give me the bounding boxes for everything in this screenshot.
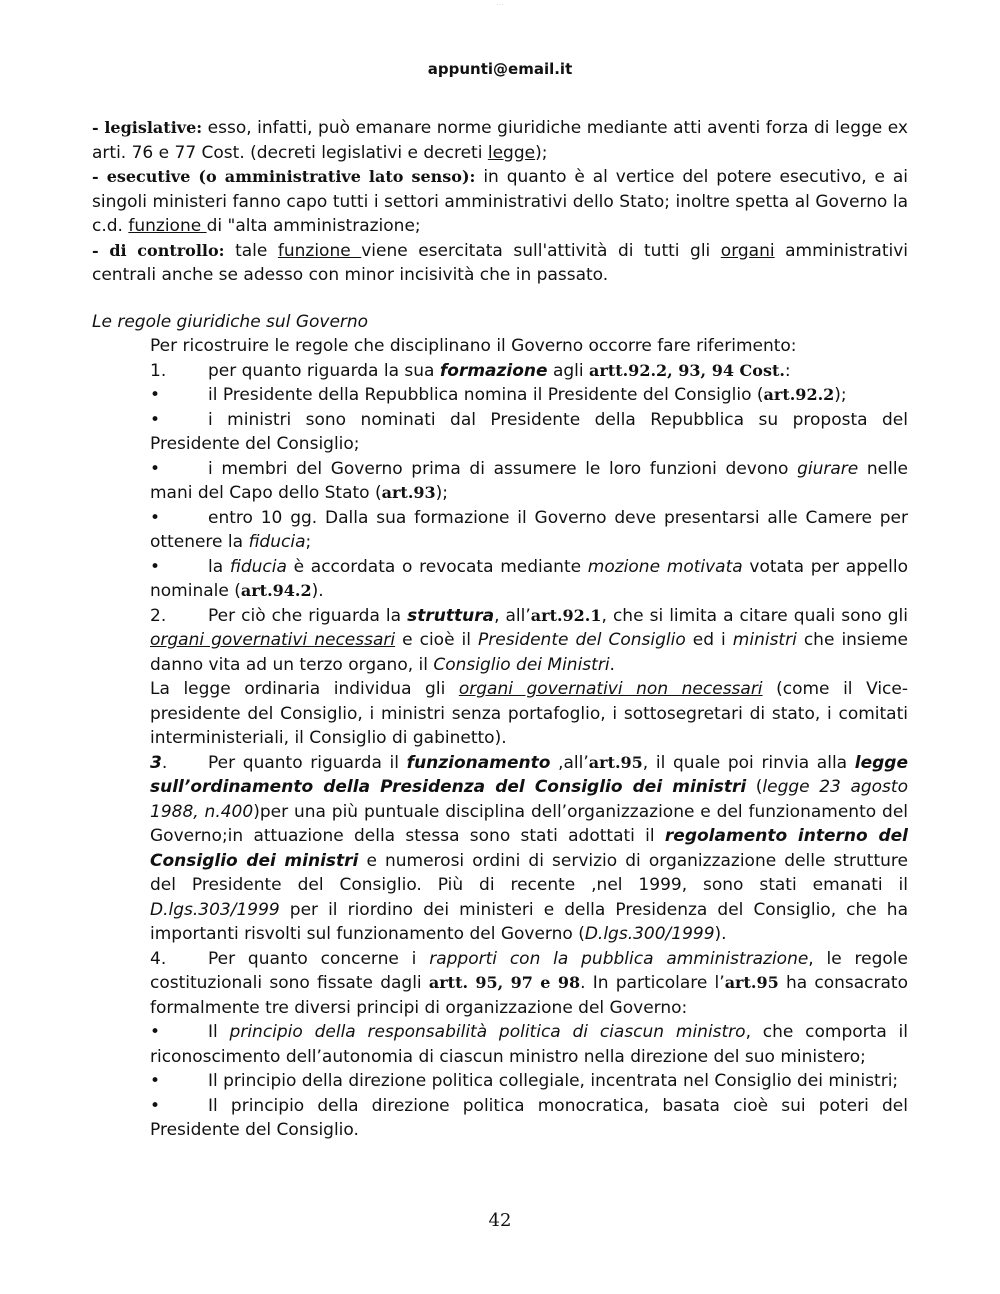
text: Il principio della direzione politica monocratica, basata cioè sui poteri del Presidente del Consiglio. [150, 1095, 908, 1140]
section-title: Le regole giuridiche sul Governo [92, 311, 369, 332]
paragraph-organi-non-necessari [150, 677, 908, 751]
link-organi-necessari[interactable]: organi governativi necessari [150, 630, 396, 650]
text: , che comporta il riconoscimento dell’autonomia di ciascun ministro nella direzione del suo ministero; [150, 1022, 908, 1067]
term: formazione [439, 360, 548, 381]
text: Per quanto riguarda il [208, 752, 407, 773]
article-ref: art.93 [381, 483, 436, 502]
text: i ministri sono nominati dal Presidente della Repubblica su proposta del Presidente del Consiglio; [150, 409, 908, 454]
text: La legge ordinaria individua gli [150, 679, 459, 699]
page-number: 42 [488, 1210, 512, 1231]
text: per quanto riguarda la sua [208, 360, 440, 381]
term-esecutive: - esecutive (o amministrative lato senso): [92, 167, 476, 186]
list-item-3 [150, 751, 908, 947]
text: ,all’ [550, 752, 589, 773]
text: la [208, 556, 230, 577]
bullet-item [150, 1069, 908, 1094]
text: , il quale poi rinvia alla [642, 752, 855, 773]
bullet-icon: • [150, 385, 161, 405]
paragraph-legislative [92, 116, 908, 165]
text: esso, infatti, può emanare norme giuridiche mediante atti aventi forza di legge ex arti. 76 e 77 Cost. (decreti legislativi e decreti [92, 118, 908, 163]
text: ). [311, 581, 324, 601]
text: , che si limita a citare quali sono gli [601, 605, 908, 626]
bullet-icon: • [150, 1071, 161, 1091]
bullet-icon: • [150, 458, 161, 479]
bullet-item [150, 1094, 908, 1143]
list-item-4 [150, 947, 908, 1021]
bullet-icon: • [150, 1095, 161, 1116]
paragraph-esecutive [92, 165, 908, 239]
text: il Presidente della Repubblica nomina il Presidente del Consiglio ( [208, 385, 764, 405]
text: nelle mani del Capo dello Stato ( [150, 458, 908, 503]
text: i membri del Governo prima di assumere le loro funzioni devono [208, 458, 798, 479]
list-number: 3. [150, 752, 168, 773]
article-ref: art.92.2 [763, 385, 835, 404]
bullet-icon: • [150, 409, 161, 430]
text: votata per appello nominale ( [150, 556, 908, 601]
term: mozione motivata [587, 556, 743, 577]
text: tale [224, 240, 278, 261]
term-controllo: - di controllo: [92, 240, 225, 260]
term: struttura [407, 605, 495, 626]
page-body [92, 116, 908, 1143]
text: Il principio della direzione politica collegiale, incentrata nel Consiglio dei ministri; [208, 1071, 899, 1091]
link-organi-non-necessari[interactable]: organi governativi non necessari [458, 679, 763, 699]
text: di "alta amministrazione; [206, 216, 421, 236]
text: e cioè il [395, 630, 479, 650]
text: viene esercitata sull'attività di tutti gli [361, 240, 721, 261]
text: ; [305, 532, 312, 552]
text: (come il Vice-presidente del Consiglio, i ministri senza portafoglio, i sottosegretari di stato, i comitati interministeriali, il Consiglio di gabinetto). [150, 679, 908, 748]
text: . [609, 654, 615, 675]
text: entro 10 gg. Dalla sua formazione il Governo deve presentarsi alle Camere per ottenere la [150, 507, 908, 552]
list-number: 4. [150, 948, 167, 969]
link-organi[interactable]: organi [720, 240, 775, 261]
list-item-2 [150, 604, 908, 678]
term: funzionamento [406, 752, 551, 773]
text: in quanto è al vertice del potere esecutivo, e ai singoli ministeri fanno capo tutti i settori amministrativi dello Stato; inoltre spetta al Governo la c.d. [92, 167, 908, 236]
section-lead: Per ricostruire le regole che disciplinano il Governo occorre fare riferimento: [150, 336, 797, 356]
text: : [784, 360, 791, 381]
text: , all’ [494, 605, 531, 626]
text: ha consacrato formalmente tre diversi principi di organizzazione del Governo: [150, 973, 908, 1018]
term-legislative: - legislative: [92, 118, 203, 137]
text: , le regole costituzionali sono fissate dagli [150, 948, 908, 993]
text: che insieme danno vita ad un terzo organo, il [150, 630, 908, 675]
bullet-icon: • [150, 556, 161, 577]
text: ( [746, 777, 763, 797]
article-ref: artt. 95, 97 e 98 [428, 973, 581, 992]
term: legge 23 agosto 1988, n.400 [150, 777, 908, 822]
term: rapporti con la pubblica amministrazione [429, 948, 809, 969]
term: legge sull’ordinamento della Presidenza del Consiglio dei ministri [150, 752, 908, 797]
header-email: appunti@email.it [427, 60, 573, 78]
bullet-item [150, 1020, 908, 1069]
term: D.lgs.303/1999 [150, 899, 280, 920]
link-legge[interactable]: legge [487, 142, 536, 163]
text: )per una più puntuale disciplina dell’organizzazione e del funzionamento del Governo;in attuazione della stessa sono stati adottati il [150, 801, 908, 846]
bullet-item [150, 457, 908, 506]
list-number: 2. [150, 605, 167, 626]
article-ref: art.92.1 [530, 605, 602, 625]
link-funzione[interactable]: funzione [128, 216, 207, 236]
bullet-item [150, 555, 908, 604]
link-funzione[interactable]: funzione [277, 240, 362, 261]
text: ed i [685, 630, 733, 650]
text: ); [834, 385, 847, 405]
term: principio della responsabilità politica di ciascun ministro [229, 1022, 746, 1042]
term: regolamento interno del Consiglio dei ministri [150, 826, 909, 871]
term: Consiglio dei Ministri [433, 654, 610, 675]
text: Per quanto concerne i [208, 948, 430, 969]
article-ref: artt.92.2, 93, 94 Cost. [589, 360, 785, 380]
term: ministri [732, 630, 797, 650]
text: amministrativi centrali anche se adesso con minor incisività che in passato. [92, 240, 908, 285]
text: . In particolare l’ [580, 973, 725, 993]
term: D.lgs.300/1999 [584, 924, 715, 944]
text: ); [435, 483, 449, 503]
text: è accordata o revocata mediante [286, 556, 588, 577]
bullet-item [150, 408, 908, 457]
text: Il [208, 1022, 230, 1042]
text: per il riordino dei ministeri e della Presidenza del Consiglio, che ha importanti risvolti sul funzionamento del Governo ( [150, 899, 908, 944]
header-mark: · · · [496, 2, 504, 7]
text: ); [535, 142, 548, 163]
bullet-icon: • [150, 507, 161, 528]
list-number: 1. [150, 360, 167, 381]
term: fiducia [229, 556, 287, 577]
article-ref: art.95 [724, 973, 779, 992]
paragraph-controllo [92, 239, 908, 288]
text: agli [547, 360, 590, 381]
bullet-icon: • [150, 1022, 161, 1042]
text: e numerosi ordini di servizio di organizzazione delle strutture del Presidente del Consiglio. Più di recente ,nel 1999, sono stati emanati il [150, 850, 908, 895]
text: ). [714, 924, 727, 944]
bullet-item [150, 383, 908, 408]
list-item-1 [150, 359, 908, 384]
text: Per ciò che riguarda la [208, 605, 408, 626]
term: giurare [797, 458, 859, 479]
bullet-item [150, 506, 908, 555]
article-ref: art.94.2 [240, 581, 312, 600]
article-ref: art.95 [588, 752, 643, 772]
term: Presidente del Consiglio [478, 630, 686, 650]
term: fiducia [248, 532, 306, 552]
